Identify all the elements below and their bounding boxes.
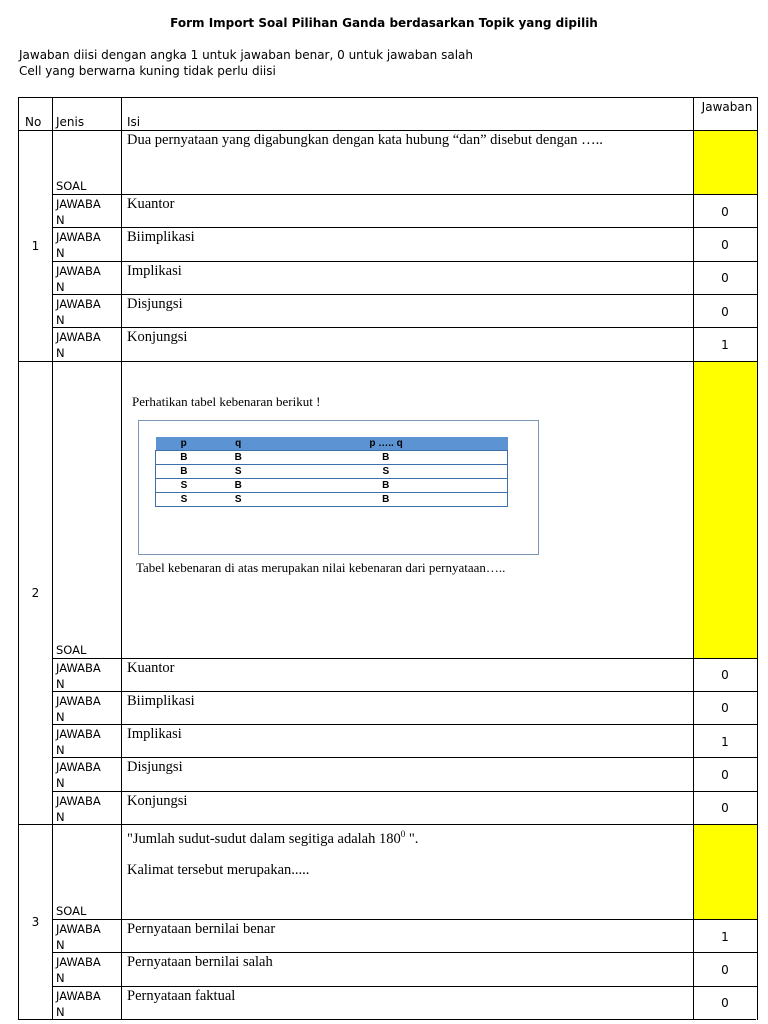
option-type-label: JAWABAN (56, 922, 101, 952)
answer-key-cell-blank (694, 362, 757, 659)
question-number: 1 (31, 239, 40, 254)
option-type-label: JAWABAN (56, 760, 101, 791)
answer-option-row (18, 757, 758, 791)
question-soal-row (18, 361, 758, 659)
option-answer-value[interactable]: 0 (721, 801, 729, 816)
truth-table (155, 437, 508, 507)
truth-cell: S (156, 492, 212, 506)
option-type-label: JAWABAN (56, 693, 101, 724)
answer-option-row (18, 261, 758, 295)
truth-cell: S (212, 464, 265, 478)
question-text[interactable]: "Jumlah sudut-sudut dalam segitiga adalah $180^0$ ". Kalimat tersebut merupakan..... (127, 829, 419, 878)
answer-key-cell-blank (694, 131, 757, 195)
option-answer-value[interactable]: 0 (721, 768, 729, 783)
option-type-label: JAWABAN (56, 296, 101, 327)
option-text[interactable]: Pernyataan bernilai salah (127, 954, 273, 971)
truth-cell: B (265, 450, 508, 464)
answer-option-row (18, 327, 758, 361)
truth-cell: B (265, 478, 508, 492)
answer-key-cell-blank (694, 825, 757, 920)
option-answer-value[interactable]: 0 (721, 996, 729, 1011)
option-text[interactable]: Implikasi (127, 262, 182, 279)
answer-option-row (18, 724, 758, 758)
option-answer-value[interactable]: 1 (721, 734, 729, 749)
option-type-label: JAWABAN (56, 727, 101, 758)
option-type-label: JAWABAN (56, 793, 101, 824)
truth-row (156, 492, 508, 506)
header-isi: Isi (127, 115, 141, 129)
truth-cell: S (265, 464, 508, 478)
option-answer-value[interactable]: 1 (721, 929, 729, 944)
option-type-label: JAWABAN (56, 230, 101, 261)
question-soal-row (18, 130, 758, 195)
option-text[interactable]: Konjungsi (127, 329, 188, 346)
option-answer-value[interactable]: 0 (721, 962, 729, 977)
truth-cell: B (156, 464, 212, 478)
truth-header-cell: p (156, 437, 212, 451)
instruction-line-2: Cell yang berwarna kuning tidak perlu diisi (19, 64, 276, 78)
option-type-label: JAWABAN (56, 660, 101, 691)
option-text[interactable]: Disjungsi (127, 759, 183, 776)
option-type-label: JAWABAN (56, 988, 101, 1019)
page-title: Form Import Soal Pilihan Ganda berdasarkan Topik yang dipilih (170, 16, 598, 30)
question-number-cell (18, 130, 53, 362)
answer-option-row (18, 227, 758, 261)
answer-option-row (18, 658, 758, 692)
answer-option-row (18, 952, 758, 986)
answer-option-row (18, 791, 758, 825)
truth-cell: S (156, 478, 212, 492)
soal-label: SOAL (56, 642, 87, 657)
option-type-label: JAWABAN (56, 197, 101, 227)
table-header-row (18, 97, 758, 131)
truth-header-cell: q (212, 437, 265, 451)
option-text[interactable]: Konjungsi (127, 792, 188, 809)
answer-option-row (18, 194, 758, 228)
soal-label: SOAL (56, 904, 87, 918)
answer-option-row (18, 919, 758, 953)
option-answer-value[interactable]: 1 (721, 337, 729, 352)
question-text[interactable]: Dua pernyataan yang digabungkan dengan kata hubung “dan” disebut dengan ….. (127, 132, 603, 148)
option-text[interactable]: Disjungsi (127, 295, 183, 312)
question-number-cell (18, 824, 53, 1020)
option-text[interactable]: Biimplikasi (127, 229, 195, 246)
option-answer-value[interactable]: 0 (721, 237, 729, 252)
option-answer-value[interactable]: 0 (721, 271, 729, 286)
question-number: 2 (31, 586, 40, 601)
header-no: No (25, 115, 42, 129)
option-type-label: JAWABAN (56, 955, 101, 986)
option-text[interactable]: Kuantor (127, 659, 175, 676)
truth-cell: B (212, 478, 265, 492)
question-soal-row (18, 824, 758, 920)
question-intro: Perhatikan tabel kebenaran berikut ! (132, 393, 321, 409)
answer-option-row (18, 986, 758, 1020)
option-text[interactable]: Pernyataan bernilai benar (127, 921, 276, 937)
truth-cell: S (212, 492, 265, 506)
header-jawaban: Jawaban (701, 100, 753, 114)
question-table (18, 97, 758, 1024)
question-text: Tabel kebenaran di atas merupakan nilai kebenaran dari pernyataan….. (136, 559, 506, 575)
instruction-line-1: Jawaban diisi dengan angka 1 untuk jawaban benar, 0 untuk jawaban salah (19, 48, 473, 62)
header-jenis: Jenis (56, 115, 85, 129)
question-image (129, 392, 569, 575)
truth-cell: B (265, 492, 508, 506)
truth-row (156, 450, 508, 464)
option-answer-value[interactable]: 0 (721, 204, 729, 219)
soal-label: SOAL (56, 179, 87, 193)
answer-option-row (18, 294, 758, 328)
question-number: 3 (31, 915, 40, 930)
truth-table-frame (138, 420, 539, 555)
option-type-label: JAWABAN (56, 330, 101, 361)
answer-option-row (18, 691, 758, 725)
truth-header-cell: p ….. q (265, 437, 508, 451)
option-text[interactable]: Implikasi (127, 726, 182, 743)
option-text[interactable]: Biimplikasi (127, 692, 195, 709)
option-answer-value[interactable]: 0 (721, 701, 729, 716)
option-text[interactable]: Kuantor (127, 196, 175, 212)
truth-row (156, 478, 508, 492)
option-answer-value[interactable]: 0 (721, 304, 729, 319)
option-text[interactable]: Pernyataan faktual (127, 987, 236, 1004)
truth-row (156, 464, 508, 478)
truth-cell: B (156, 450, 212, 464)
option-answer-value[interactable]: 0 (721, 668, 729, 683)
truth-cell: B (212, 450, 265, 464)
question-number-cell (18, 361, 53, 826)
option-type-label: JAWABAN (56, 263, 101, 294)
